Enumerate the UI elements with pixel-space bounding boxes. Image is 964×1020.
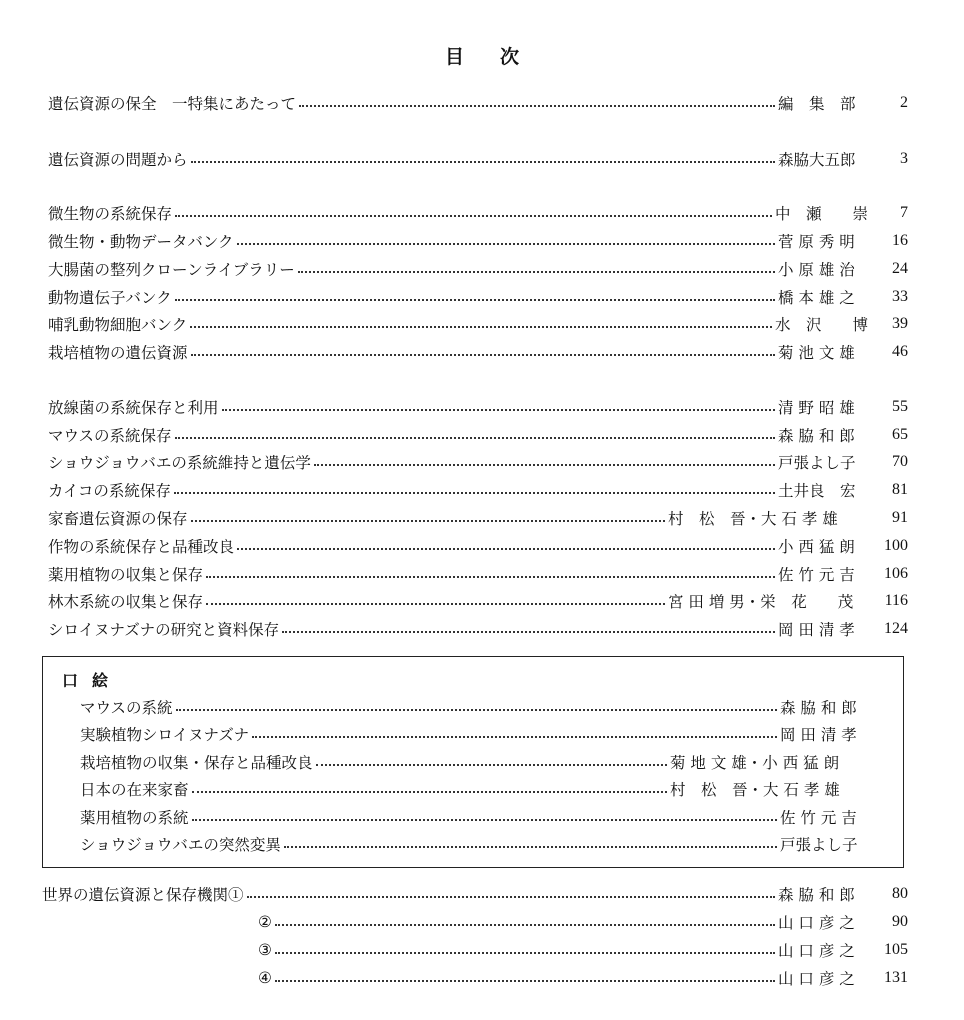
- entry-page: 80: [892, 885, 908, 902]
- dot-leader: [298, 271, 775, 273]
- entry-page: 16: [892, 232, 908, 249]
- entry-page: 2: [900, 94, 908, 111]
- entry-page: 106: [884, 565, 908, 582]
- dot-leader: [237, 548, 775, 550]
- dot-leader: [275, 952, 775, 954]
- frontispiece-entry[interactable]: [80, 749, 870, 775]
- entry-title: 遺伝資源の問題から: [48, 151, 188, 169]
- dot-leader: [192, 819, 777, 821]
- entry-page: 65: [892, 426, 908, 443]
- entry-page: 7: [900, 204, 908, 221]
- toc-entry[interactable]: [258, 909, 908, 935]
- toc-entry[interactable]: [42, 881, 908, 907]
- frontispiece-heading-second-char: 絵: [92, 671, 109, 690]
- toc-entry[interactable]: [48, 394, 908, 420]
- toc-entry[interactable]: [48, 505, 908, 531]
- entry-page: 105: [884, 941, 908, 958]
- entry-page: 70: [892, 453, 908, 470]
- dot-leader: [206, 576, 775, 578]
- dot-leader: [275, 924, 775, 926]
- frontispiece-entry[interactable]: [80, 776, 870, 802]
- toc-entry[interactable]: [48, 561, 908, 587]
- entry-author: 戸張よし子: [778, 454, 856, 472]
- page-title: [0, 42, 964, 69]
- entry-page: 131: [884, 969, 908, 986]
- entry-author: 小 西 猛 朗: [778, 538, 855, 556]
- entry-author: 佐 竹 元 吉: [778, 566, 855, 584]
- entry-author: 森脇大五郎: [778, 151, 856, 169]
- entry-author: 村 松 晉・大 石 孝 雄: [668, 510, 838, 528]
- dot-leader: [192, 791, 667, 793]
- toc-entry[interactable]: [48, 146, 908, 172]
- dot-leader: [191, 161, 775, 163]
- toc-entry[interactable]: [258, 937, 908, 963]
- dot-leader: [247, 896, 775, 898]
- dot-leader: [222, 409, 775, 411]
- entry-title: 栽培植物の遺伝資源: [48, 344, 188, 362]
- entry-title: 哺乳動物細胞バンク: [48, 316, 188, 334]
- entry-author: 佐 竹 元 吉: [780, 809, 857, 827]
- dot-leader: [284, 846, 777, 848]
- frontispiece-heading: [62, 668, 108, 691]
- entry-page: 3: [900, 150, 908, 167]
- entry-title: カイコの系統保存: [48, 482, 171, 500]
- entry-title: ショウジョウバエの突然変異: [80, 836, 281, 854]
- toc-entry[interactable]: [258, 965, 908, 991]
- entry-title: シロイヌナズナの研究と資料保存: [48, 621, 280, 639]
- entry-title: 微生物の系統保存: [48, 205, 173, 223]
- frontispiece-entry[interactable]: [80, 804, 870, 830]
- toc-entry[interactable]: [48, 90, 908, 116]
- dot-leader: [299, 105, 775, 107]
- toc-entry[interactable]: [48, 339, 908, 365]
- entry-title: ④: [258, 969, 272, 987]
- entry-title: 世界の遺伝資源と保存機関①: [42, 886, 244, 904]
- entry-author: 森 脇 和 郎: [778, 427, 855, 445]
- toc-entry[interactable]: [48, 477, 908, 503]
- toc-entry[interactable]: [48, 533, 908, 559]
- entry-page: 90: [892, 913, 908, 930]
- entry-title: 日本の在来家畜: [80, 781, 189, 799]
- dot-leader: [252, 736, 777, 738]
- entry-title: ショウジョウバエの系統維持と遺伝学: [48, 454, 311, 472]
- entry-title: 林木系統の収集と保存: [48, 593, 204, 611]
- entry-author: 森 脇 和 郎: [778, 886, 855, 904]
- toc-entry[interactable]: [48, 449, 908, 475]
- entry-author: 村 松 晉・大 石 孝 雄: [670, 781, 840, 799]
- entry-author: 岡 田 清 孝: [778, 621, 855, 639]
- entry-page: 100: [884, 537, 908, 554]
- entry-author: 土井良 宏: [778, 482, 856, 500]
- entry-title: マウスの系統: [80, 699, 173, 717]
- entry-page: 24: [892, 260, 908, 277]
- entry-page: 46: [892, 343, 908, 360]
- toc-entry[interactable]: [48, 256, 908, 282]
- entry-title: 薬用植物の系統: [80, 809, 189, 827]
- toc-entry[interactable]: [48, 588, 908, 614]
- toc-entry[interactable]: [48, 228, 908, 254]
- page-title-second-char: 次: [500, 46, 520, 68]
- entry-page: 81: [892, 481, 908, 498]
- entry-title: 微生物・動物データバンク: [48, 233, 234, 251]
- frontispiece-heading-first-char: 口: [62, 671, 79, 690]
- dot-leader: [314, 464, 775, 466]
- entry-author: 森 脇 和 郎: [780, 699, 857, 717]
- dot-leader: [191, 354, 775, 356]
- entry-author: 山 口 彦 之: [778, 942, 855, 960]
- entry-title: 薬用植物の収集と保存: [48, 566, 204, 584]
- entry-author: 菅 原 秀 明: [778, 233, 855, 251]
- entry-author: 岡 田 清 孝: [780, 726, 857, 744]
- entry-author: 橋 本 雄 之: [778, 289, 855, 307]
- entry-title: 動物遺伝子バンク: [48, 289, 172, 307]
- dot-leader: [275, 980, 775, 982]
- entry-title: ③: [258, 941, 272, 959]
- toc-entry[interactable]: [48, 422, 908, 448]
- entry-title: 家畜遺伝資源の保存: [48, 510, 188, 528]
- toc-entry[interactable]: [48, 311, 908, 337]
- entry-page: 55: [892, 398, 908, 415]
- entry-author: 戸張よし子: [780, 836, 858, 854]
- entry-page: 116: [884, 592, 908, 609]
- frontispiece-entry[interactable]: [80, 831, 870, 857]
- page-title-first-char: 目: [444, 46, 464, 68]
- entry-title: 大腸菌の整列クローンライブラリー: [48, 261, 295, 279]
- dot-leader: [237, 243, 775, 245]
- entry-page: 124: [884, 620, 908, 637]
- dot-leader: [316, 764, 667, 766]
- entry-title: ②: [258, 913, 272, 931]
- frontispiece-entry[interactable]: [80, 694, 870, 720]
- toc-entry[interactable]: [48, 616, 908, 642]
- entry-title: 実験植物シロイヌナズナ: [80, 726, 250, 744]
- dot-leader: [175, 299, 775, 301]
- entry-author: 清 野 昭 雄: [778, 399, 855, 417]
- entry-author: 菊 地 文 雄・小 西 猛 朗: [670, 754, 840, 772]
- entry-title: マウスの系統保存: [48, 427, 172, 445]
- dot-leader: [174, 492, 775, 494]
- entry-author: 編 集 部: [778, 95, 856, 113]
- entry-author: 山 口 彦 之: [778, 914, 855, 932]
- entry-title: 栽培植物の収集・保存と品種改良: [80, 754, 313, 772]
- entry-title: 放線菌の系統保存と利用: [48, 399, 219, 417]
- entry-page: 91: [892, 509, 908, 526]
- entry-author: 宮 田 増 男・栄 花 茂: [668, 593, 854, 611]
- frontispiece-entry[interactable]: [80, 721, 870, 747]
- entry-page: 33: [892, 288, 908, 305]
- entry-author: 水 沢 博: [774, 316, 868, 334]
- dot-leader: [191, 520, 665, 522]
- entry-page: 39: [892, 315, 908, 332]
- toc-entry[interactable]: [48, 284, 908, 310]
- entry-author: 山 口 彦 之: [778, 970, 855, 988]
- dot-leader: [175, 215, 772, 217]
- entry-author: 小 原 雄 治: [778, 261, 855, 279]
- toc-entry[interactable]: [48, 200, 908, 226]
- dot-leader: [282, 631, 775, 633]
- dot-leader: [175, 437, 775, 439]
- dot-leader: [176, 709, 777, 711]
- entry-author: 菊 池 文 雄: [778, 344, 855, 362]
- dot-leader: [206, 603, 665, 605]
- entry-title: 遺伝資源の保全 一特集にあたって: [48, 95, 297, 113]
- entry-author: 中 瀬 崇: [774, 205, 868, 223]
- entry-title: 作物の系統保存と品種改良: [48, 538, 235, 556]
- dot-leader: [190, 326, 772, 328]
